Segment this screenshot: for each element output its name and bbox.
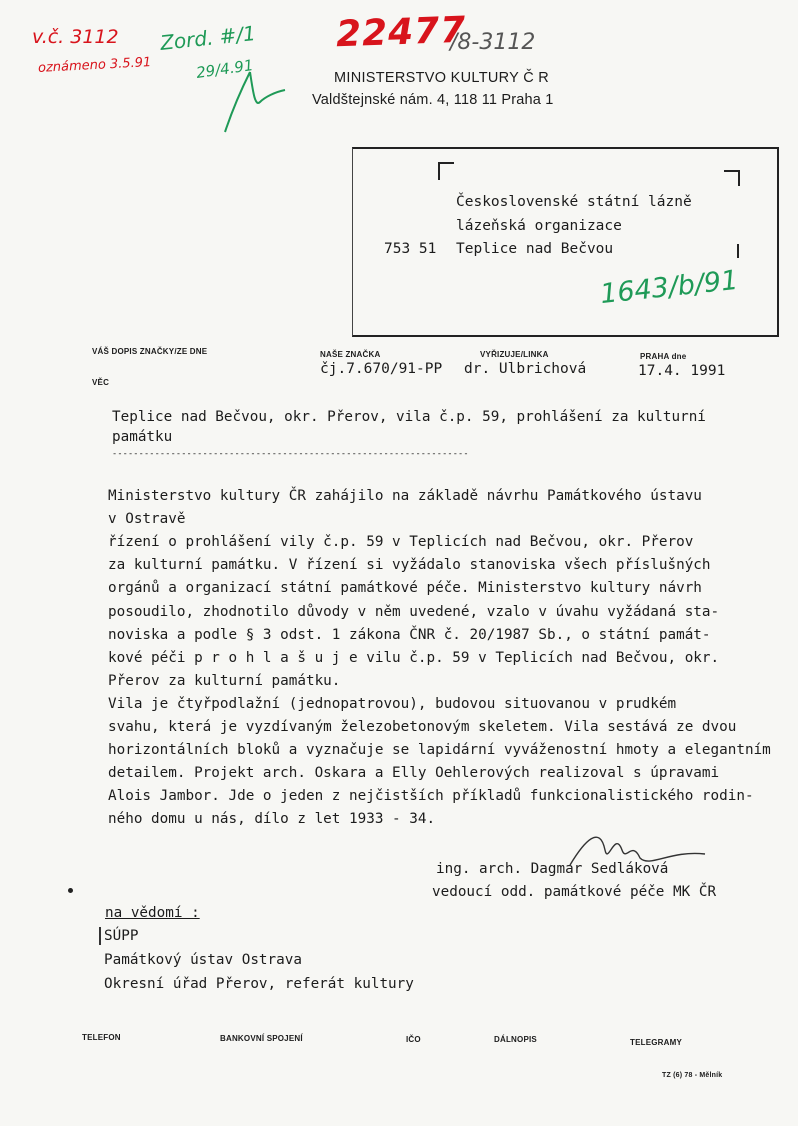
corner-mark-br: [737, 244, 739, 258]
corner-mark-tr-v: [738, 170, 740, 186]
recipient-city: Teplice nad Bečvou: [456, 241, 614, 257]
box-handwritten-number: 1643/b/91: [598, 264, 740, 311]
body-line: posoudilo, zhodnotilo důvody v něm uvedené, vzalo v úvahu vyžádaná sta-: [108, 603, 720, 620]
body-line: za kulturní památku. V řízení si vyžádalo stanoviska všech příslušných: [108, 557, 711, 574]
body-line: ného domu u nás, dílo z let 1933 - 34.: [108, 811, 436, 828]
recipient-line-2: lázeňská organizace: [456, 218, 622, 234]
our-ref-label: NAŠE ZNAČKA: [320, 350, 381, 359]
footer-telefon: TELEFON: [82, 1033, 121, 1042]
your-letter-label: VÁŠ DOPIS ZNAČKY/ZE DNE: [92, 347, 208, 356]
cc-item-prerov: Okresní úřad Přerov, referát kultury: [104, 976, 414, 992]
footer-telegramy: TELEGRAMY: [630, 1038, 683, 1047]
body-line: Ministerstvo kultury ČR zahájilo na základě návrhu Památkového ústavu: [108, 488, 702, 504]
body-line: svahu, která je vyzdívaným železobetonovým skeletem. Vila sestává ze dvou: [108, 719, 737, 735]
body-line: v Ostravě: [108, 511, 186, 528]
registration-suffix: /8-3112: [450, 30, 536, 55]
ref-number-note: v.č. 3112: [32, 26, 119, 48]
subject-line-2: památku: [112, 429, 173, 445]
bullet-dot: [68, 888, 73, 893]
cc-bracket: [99, 927, 101, 945]
footer-bank: BANKOVNÍ SPOJENÍ: [220, 1034, 303, 1043]
body-line: kové péči p r o h l a š u j e vilu č.p. 59 v Teplicích nad Bečvou, okr.: [108, 649, 720, 666]
subject-line-1: Teplice nad Bečvou, okr. Přerov, vila č.p. 59, prohlášení za kulturní: [112, 409, 706, 425]
ministry-address: Valdštejnské nám. 4, 118 11 Praha 1: [312, 92, 554, 108]
body-line: Přerov za kulturní památku.: [108, 672, 341, 689]
recipient-line-1: Československé státní lázně: [456, 194, 692, 210]
corner-mark-tl-v: [438, 162, 440, 180]
body-line: řízení o prohlášení vily č.p. 59 v Teplicích nad Bečvou, okr. Přerov: [108, 534, 694, 551]
signatory-title: vedoucí odd. památkové péče MK ČR: [432, 884, 717, 900]
footer-print-code: TZ (6) 78 - Mělník: [662, 1072, 723, 1079]
city-date-label: PRAHA dne: [640, 352, 687, 361]
green-scribble-icon: [205, 62, 295, 142]
green-date-note: 29/4.91: [195, 56, 255, 82]
footer-ico: IČO: [406, 1035, 421, 1044]
subject-label: VĚC: [92, 378, 110, 387]
letter-date: 17.4. 1991: [638, 363, 726, 379]
green-note: Zord. #/1: [159, 21, 257, 55]
corner-mark-tl-h: [438, 162, 454, 164]
footer-dalnopis: DÁLNOPIS: [494, 1035, 537, 1044]
registration-number: 22477: [335, 9, 467, 56]
cc-label: na vědomí :: [105, 905, 200, 921]
body-line: horizontálních bloků a vyznačuje se lapidární vyváženostní hmoty a elegantním: [108, 742, 771, 759]
handled-by-label: VYŘIZUJE/LINKA: [480, 350, 549, 359]
body-line: Alois Jambor. Jde o jeden z nejčistších příkladů funkcionalistického rodin-: [108, 788, 754, 805]
recipient-postcode: 753 51: [384, 241, 437, 257]
body-line: Vila je čtyřpodlažní (jednopatrovou), budovou situovanou v prudkém: [108, 695, 677, 712]
subject-rule: -------------------------------------------------------------------: [112, 449, 469, 459]
handled-by-value: dr. Ulbrichová: [464, 361, 587, 377]
body-line: noviska a podle § 3 odst. 1 zákona ČNR č. 20/1987 Sb., o státní památ-: [108, 626, 711, 643]
cc-item-supp: SÚPP: [104, 928, 139, 944]
body-line: detailem. Projekt arch. Oskara a Elly Oehlerových realizoval s úpravami: [108, 765, 720, 782]
our-ref-value: čj.7.670/91-PP: [320, 361, 443, 377]
signatory-name: ing. arch. Dagmar Sedláková: [436, 861, 669, 877]
ministry-name: MINISTERSTVO KULTURY Č R: [334, 70, 550, 86]
body-line: orgánů a organizací státní památkové péče. Ministerstvo kultury návrh: [108, 580, 702, 597]
announced-note: oznámeno 3.5.91: [37, 55, 152, 76]
cc-item-ostrava: Památkový ústav Ostrava: [104, 952, 302, 968]
